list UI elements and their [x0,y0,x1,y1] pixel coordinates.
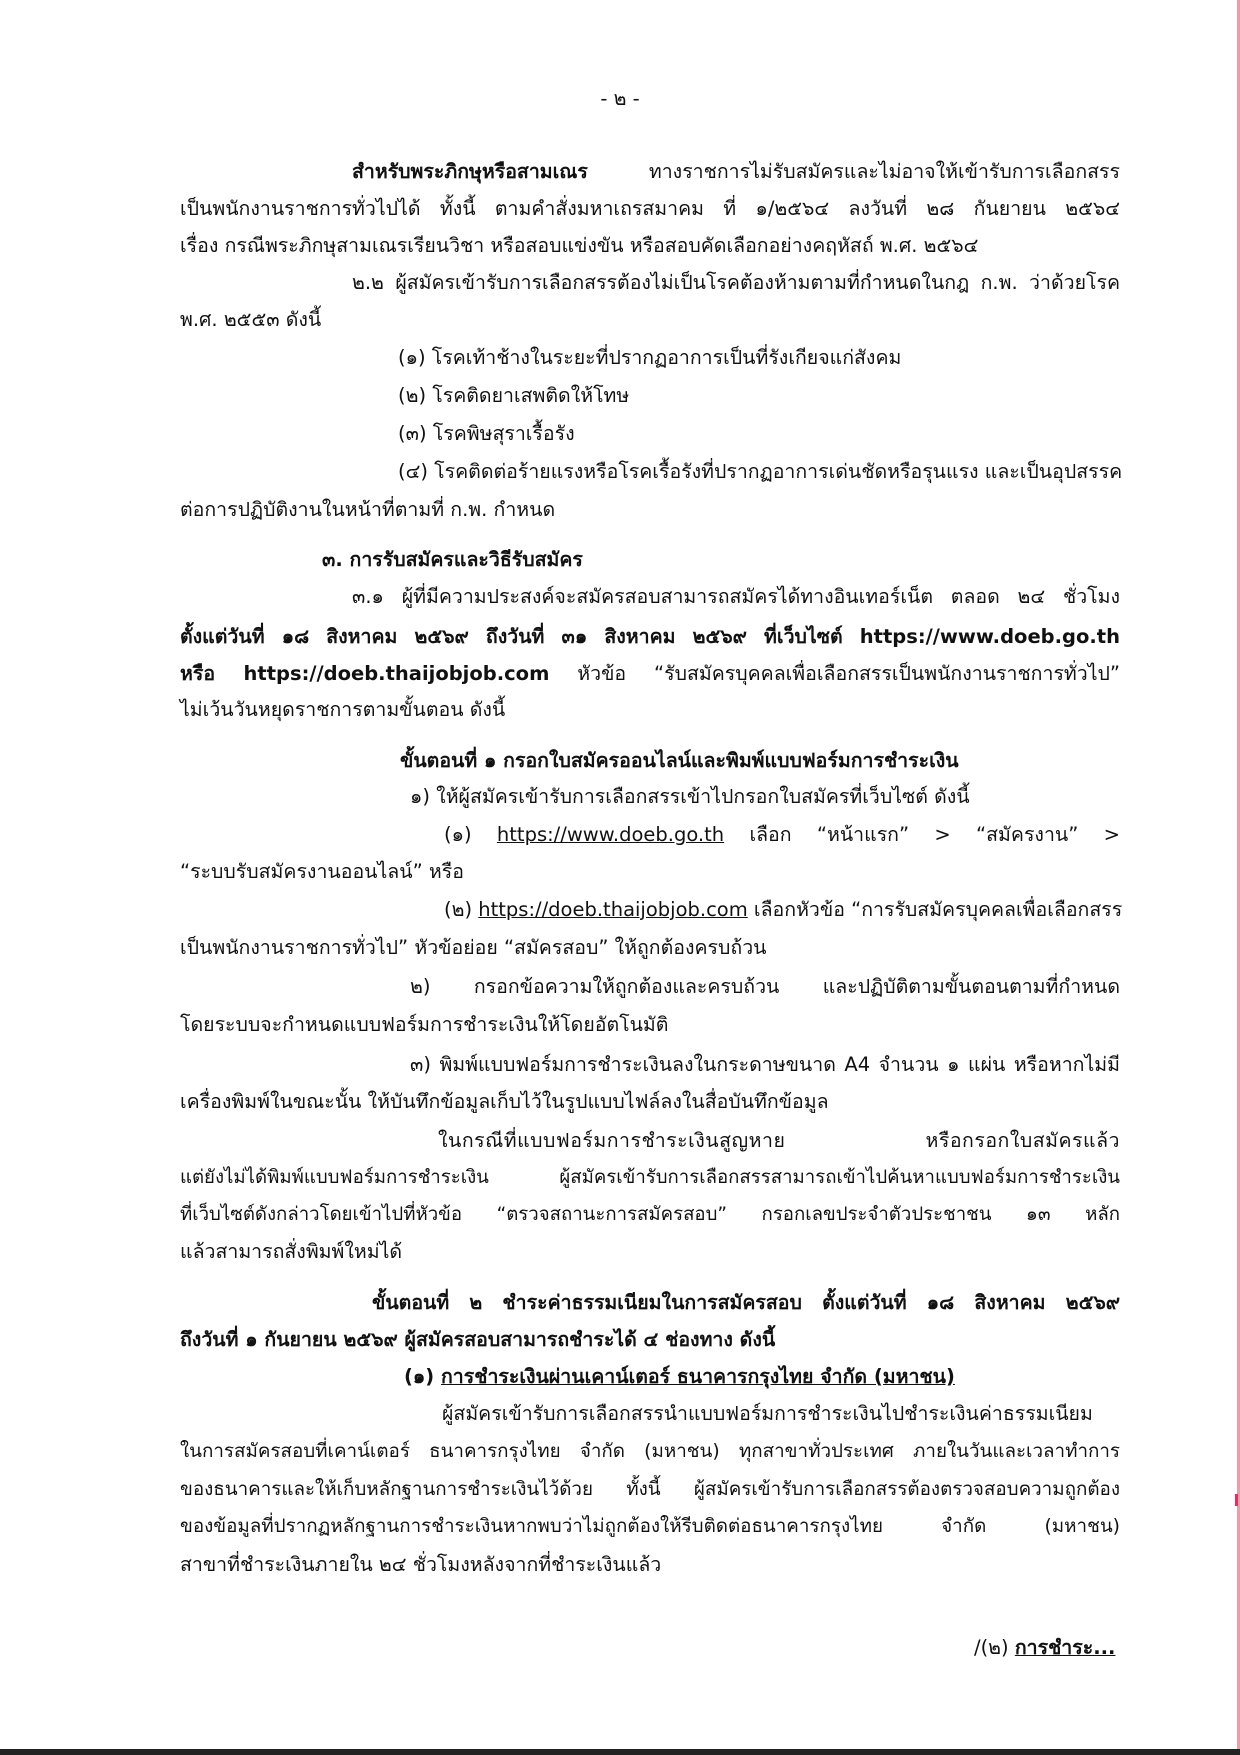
item-1a-prefix: (๑) [444,823,497,846]
disease-item-1: (๑) โรคเท้าช้างในระยะที่ปรากฏอาการเป็นที่รังเกียจแก่สังคม [398,346,902,369]
section-3-topic: หัวข้อ “รับสมัครบุคคลเพื่อเลือกสรรเป็นพนักงานราชการทั่วไป” [549,662,1121,685]
section-3-line-2: ตั้งแต่วันที่ ๑๘ สิงหาคม ๒๕๖๙ ถึงวันที่ ๓๑ สิงหาคม ๒๕๖๙ ที่เว็บไซต์ https://www.doeb.go.th [180,625,1120,648]
disease-paragraph-line-2: พ.ศ. ๒๕๕๓ ดังนี้ [180,308,322,331]
thaijobjob-link[interactable]: https://doeb.thaijobjob.com [478,898,748,921]
section-3-line-4: ไม่เว้นวันหยุดราชการตามขั้นตอน ดังนี้ [180,698,506,721]
page-number: - ๒ - [600,87,640,110]
payment-paragraph-line-5: สาขาที่ชำระเงินภายใน ๒๔ ชั่วโมงหลังจากที่ชำระเงินแล้ว [180,1553,662,1576]
step-1-item-1b [444,895,1123,925]
step-1-item-3-cont: เครื่องพิมพ์ในขณะนั้น ให้บันทึกข้อมูลเก็บไว้ในรูปแบบไฟล์ลงในสื่อบันทึกข้อมูล [180,1090,829,1113]
page-edge-bottom [0,1749,1240,1755]
step-1-item-1a [444,820,1120,850]
payment-method-1 [404,1362,955,1392]
continuation-prefix: /(๒) [974,1636,1015,1659]
step-2-heading-line-2: ถึงวันที่ ๑ กันยายน ๒๕๖๙ ผู้สมัครสอบสามารถชำระได้ ๔ ช่องทาง ดังนี้ [180,1328,776,1351]
payment-paragraph-line-1: ผู้สมัครเข้ารับการเลือกสรรนำแบบฟอร์มการชำระเงินไปชำระเงินค่าธรรมเนียม [442,1402,1093,1425]
continuation-text: การชำระ... [1014,1636,1116,1659]
item-1a-path: เลือก “หน้าแรก” > “สมัครงาน” > [724,823,1120,846]
section-3-line-3 [180,659,1120,689]
step-1-item-3: ๓) พิมพ์แบบฟอร์มการชำระเงินลงในกระดาษขนาด A4 จำนวน ๑ แผ่น หรือหากไม่มี [410,1053,1120,1076]
disease-item-4-cont: ต่อการปฏิบัติงานในหน้าที่ตามที่ ก.พ. กำหนด [180,498,556,521]
payment-paragraph-line-3: ของธนาคารและให้เก็บหลักฐานการชำระเงินไว้ด้วย ทั้งนี้ ผู้สมัครเข้ารับการเลือกสรรต้องตรวจสอบความถูกต้อง [180,1479,1120,1500]
disease-item-3: (๓) โรคพิษสุราเรื้อรัง [398,422,575,445]
payment-paragraph-line-4: ของข้อมูลที่ปรากฏหลักฐานการชำระเงินหากพบว่าไม่ถูกต้องให้รีบติดต่อธนาคารกรุงไทย จำกัด (มหาชน) [180,1516,1120,1537]
payment-method-1-prefix: (๑) [404,1365,441,1388]
step-2-heading-line-1: ขั้นตอนที่ ๒ ชำระค่าธรรมเนียมในการสมัครสอบ ตั้งแต่วันที่ ๑๘ สิงหาคม ๒๕๖๙ [372,1291,1120,1314]
margin-mark [1235,1494,1238,1506]
step-1-heading: ขั้นตอนที่ ๑ กรอกใบสมัครออนไลน์และพิมพ์แบบฟอร์มการชำระเงิน [400,749,959,772]
step-1-item-2: ๒) กรอกข้อความให้ถูกต้องและครบถ้วน และปฏิบัติตามขั้นตอนตามที่กำหนด [410,975,1120,998]
item-1b-prefix: (๒) [444,898,479,921]
lost-form-line-4: แล้วสามารถสั่งพิมพ์ใหม่ได้ [180,1240,403,1263]
disease-item-2: (๒) โรคติดยาเสพติดให้โทษ [398,384,630,407]
step-1-item-1a-cont: “ระบบรับสมัครงานออนไลน์” หรือ [180,860,464,883]
monk-heading: สำหรับพระภิกษุหรือสามเณร [352,160,588,183]
step-1-item-2-cont: โดยระบบจะกำหนดแบบฟอร์มการชำระเงินให้โดยอัตโนมัติ [180,1013,669,1036]
section-3-line-1: ๓.๑ ผู้ที่มีความประสงค์จะสมัครสอบสามารถสมัครได้ทางอินเทอร์เน็ต ตลอด ๒๔ ชั่วโมง [352,585,1120,608]
payment-paragraph-line-2: ในการสมัครสอบที่เคาน์เตอร์ ธนาคารกรุงไทย จำกัด (มหาชน) ทุกสาขาทั่วประเทศ ภายในวันและเวลาทำการ [180,1441,1120,1462]
item-1b-topic: เลือกหัวข้อ “การรับสมัครบุคคลเพื่อเลือกสรร [747,898,1123,921]
section-3-heading: ๓. การรับสมัครและวิธีรับสมัคร [322,548,583,571]
disease-paragraph-line-1: ๒.๒ ผู้สมัครเข้ารับการเลือกสรรต้องไม่เป็นโรคต้องห้ามตามที่กำหนดในกฎ ก.พ. ว่าด้วยโรค [352,271,1120,294]
section-3-alt-url: หรือ https://doeb.thaijobjob.com [180,662,550,685]
doeb-website-link[interactable]: https://www.doeb.go.th [496,823,725,846]
step-1-item-1b-cont: เป็นพนักงานราชการทั่วไป” หัวข้อย่อย “สมัครสอบ” ให้ถูกต้องครบถ้วน [180,936,767,959]
monk-paragraph-line-3: เรื่อง กรณีพระภิกษุสามเณรเรียนวิชา หรือสอบแข่งขัน หรือสอบคัดเลือกอย่างคฤหัสถ์ พ.ศ. ๒๕๖๔ [180,234,979,257]
step-1-item-1: ๑) ให้ผู้สมัครเข้ารับการเลือกสรรเข้าไปกรอกใบสมัครที่เว็บไซต์ ดังนี้ [410,785,970,808]
lost-form-line-1: ในกรณีที่แบบฟอร์มการชำระเงินสูญหาย หรือกรอกใบสมัครแล้ว [438,1129,1120,1152]
monk-paragraph-line-2: เป็นพนักงานราชการทั่วไปได้ ทั้งนี้ ตามคำสั่งมหาเถรสมาคม ที่ ๑/๒๕๖๔ ลงวันที่ ๒๘ กันยายน ๒๕๖๔ [180,197,1120,220]
continuation-marker [974,1633,1115,1663]
lost-form-line-3: ที่เว็บไซต์ดังกล่าวโดยเข้าไปที่หัวข้อ “ตรวจสถานะการสมัครสอบ” กรอกเลขประจำตัวประชาชน ๑๓ หลัก [180,1204,1120,1225]
monk-paragraph-line-1 [352,157,1120,187]
lost-form-line-2: แต่ยังไม่ได้พิมพ์แบบฟอร์มการชำระเงิน ผู้สมัครเข้ารับการเลือกสรรสามารถเข้าไปค้นหาแบบฟอร์มการชำระเงิน [180,1167,1120,1188]
disease-item-4: (๔) โรคติดต่อร้ายแรงหรือโรคเรื้อรังที่ปรากฏอาการเด่นชัดหรือรุนแรง และเป็นอุปสรรค [398,460,1123,483]
monk-text: ทางราชการไม่รับสมัครและไม่อาจให้เข้ารับการเลือกสรร [587,160,1120,183]
payment-method-1-title: การชำระเงินผ่านเคาน์เตอร์ ธนาคารกรุงไทย จำกัด (มหาชน) [441,1365,955,1388]
